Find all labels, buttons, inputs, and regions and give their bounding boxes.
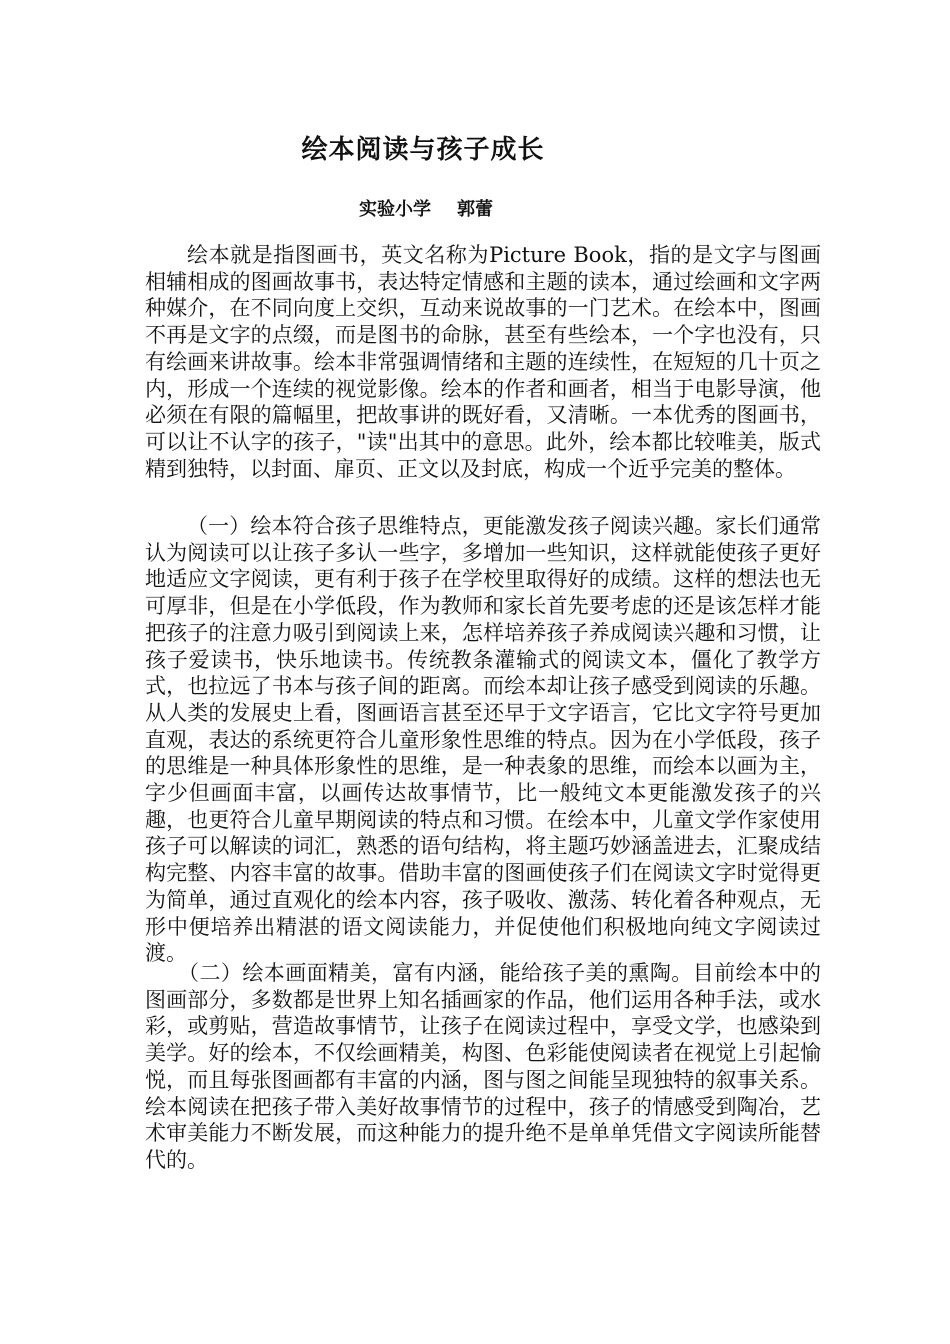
paragraph-section-two: （二）绘本画面精美，富有内涵，能给孩子美的熏陶。目前绘本中的图画部分，多数都是世界上知名插画家的作品，他们运用各种手法，或水彩，或剪贴，营造故事情节，让孩子在阅读过程中，享受文学，也感染到美学。好的绘本，不仅绘画精美，构图、色彩能使阅读者在视觉上引起愉悦，而且每张图画都有丰富的内涵，图与图之间能呈现独特的叙事关系。绘本阅读在把孩子带入美好故事情节的过程中，孩子的情感受到陶冶，艺术审美能力不断发展，而这种能力的提升绝不是单单凭借文字阅读所能替代的。: [145, 961, 821, 1172]
school-name: 实验小学: [359, 199, 431, 220]
author-name: 郭蕾: [457, 199, 493, 220]
byline: [0, 197, 852, 223]
paragraph-intro: 绘本就是指图画书，英文名称为Picture Book，指的是文字与图画相辅相成的图画故事书，表达特定情感和主题的读本，通过绘画和文字两种媒介，在不同向度上交织，互动来说故事的一门艺术。在绘本中，图画不再是文字的点缀，而是图书的命脉，甚至有些绘本，一个字也没有，只有绘画来讲故事。绘本非常强调情绪和主题的连续性，在短短的几十页之内，形成一个连续的视觉影像。绘本的作者和画者，相当于电影导演，他必须在有限的篇幅里，把故事讲的既好看，又清晰。一本优秀的图画书，可以让不认字的孩子，"读"出其中的意思。此外，绘本都比较唯美，版式精到独特，以封面、扉页、正文以及封底，构成一个近乎完美的整体。: [145, 243, 821, 481]
paragraph-section-one: （一）绘本符合孩子思维特点，更能激发孩子阅读兴趣。家长们通常认为阅读可以让孩子多认一些字，多增加一些知识，这样就能使孩子更好地适应文字阅读，更有利于孩子在学校里取得好的成绩。这样的想法也无可厚非，但是在小学低段，作为教师和家长首先要考虑的还是该怎样才能把孩子的注意力吸引到阅读上来，怎样培养孩子养成阅读兴趣和习惯，让孩子爱读书，快乐地读书。传统教条灌输式的阅读文本，僵化了教学方式，也拉远了书本与孩子间的距离。而绘本却让孩子感受到阅读的乐趣。从人类的发展史上看，图画语言甚至还早于文字语言，它比文字符号更加直观，表达的系统更符合儿童形象性思维的特点。因为在小学低段，孩子的思维是一种具体形象性的思维，是一种表象的思维，而绘本以画为主，字少但画面丰富，以画传达故事情节，比一般纯文本更能激发孩子的兴趣，也更符合儿童早期阅读的特点和习惯。在绘本中，儿童文学作家使用孩子可以解读的词汇，熟悉的语句结构，将主题巧妙涵盖进去，汇聚成结构完整、内容丰富的故事。借助丰富的图画使孩子们在阅读文字时觉得更为简单，通过直观化的绘本内容，孩子吸收、激荡、转化着各种观点，无形中便培养出精湛的语文阅读能力，并促使他们积极地向纯文字阅读过渡。: [145, 514, 821, 966]
document-title: 绘本阅读与孩子成长: [301, 135, 545, 165]
